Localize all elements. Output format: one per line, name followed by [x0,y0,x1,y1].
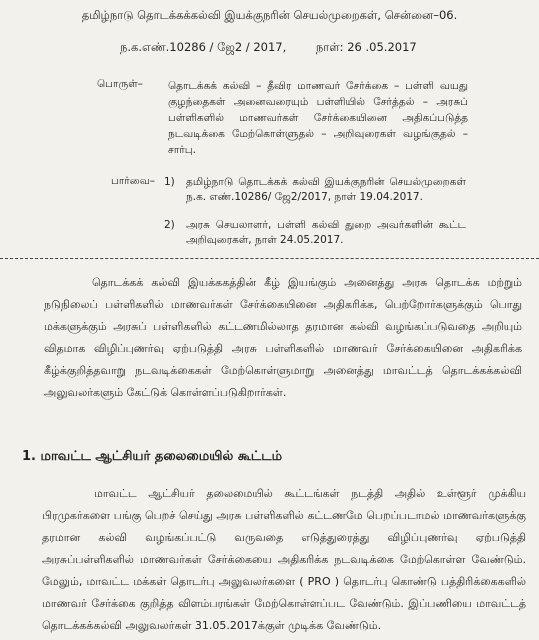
reference-item [164,218,470,248]
subject-label: பொருள்– [97,78,143,90]
reference-item-number: 1) [164,176,175,188]
section-divider [0,258,539,259]
section-heading: 1. மாவட்ட ஆட்சியர் தலைமையில் கூட்டம் [22,449,283,464]
reference-item-number: 2) [164,219,175,231]
reference-item-text: அரசு செயலாளர், பள்ளி கல்வி துறை அவர்களின் கூட்ட அறிவுரைகள், நாள் 24.05.2017. [186,219,466,246]
references-label: பார்வை– [111,175,156,187]
reference-item [164,175,470,205]
reference-line [120,40,417,56]
document-date: நாள்: 26 .05.2017 [315,40,417,54]
reference-number: ந.க.எண்.10286 / ஜே2 / 2017, [120,40,287,54]
body-paragraph: தொடக்கக் கல்வி இயக்ககத்தின் கீழ் இயங்கும் அனைத்து அரசு தொடக்க மற்றும் நடுநிலைப் பள்ளிகளில் மாணவர்கள் சேர்க்கையினை அதிகரிக்க, பெற்றோர்களுக்கும் பொது மக்களுக்கும் அரசுப் பள்ளிகளில் கட்டணமில்லாத தரமான கல்வி வழங்கப்படுவதை அறியும் விதமாக விழிப்புணர்வு ஏற்படுத்தி அரசு பள்ளிகளில் மாணவர் சேர்க்கையினை அதிகரிக்க கீழ்க்குறித்தவாறு நடவடிக்கைகள் மேற்கொள்ளுமாறு அனைத்து மாவட்டத் தொடக்கக்கல்வி அலுவலர்களும் கேட்டுக் கொள்ளப்படுகிறார்கள். [44,276,522,399]
subject-text: தொடக்கக் கல்வி – தீவிர மாணவர் சேர்க்கை – பள்ளி வயது குழந்தைகள் அனைவரையும் பள்ளியில் சேர்த்தல் – அரசுப் பள்ளிகளில் மாணவர்கள் சேர்க்கையினை அதிகப்படுத்த நடவடிக்கை மேற்கொள்ளுதல் – அறிவுரைகள் வழங்குதல் – சார்பு. [168,80,468,156]
document-header-title: தமிழ்நாடு தொடக்கக்கல்வி இயக்குநரின் செயல்முறைகள், சென்னை–06. [81,8,458,22]
reference-item-text: தமிழ்நாடு தொடக்கக் கல்வி இயக்குநரின் செயல்முறைகள் ந.க. எண்.10286/ ஜே2/2017, நாள் 19.04.2017. [186,176,466,203]
section-paragraph: மாவட்ட ஆட்சியர் தலைமையில் கூட்டங்கள் நடத்தி அதில் உள்ளூர் முக்கிய பிரமுகர்களை பங்கு பெறச் செய்து அரசு பள்ளிகளில் கட்டணமே பெறப்படாமல் மாணவர்களுக்கு தரமான கல்வி வழங்கப்பட்டு வருவதை எடுத்துரைத்து விழிப்புணர்வு ஏற்படுத்தி அரசுப்பள்ளிகளில் மாணவர்கள் சேர்க்கையை அதிகரிக்க நடவடிக்கை மேற்கொள்ள வேண்டும். மேலும், மாவட்ட மக்கள் தொடர்பு அலுவலர்களை ( PRO ) தொடர்பு கொண்டு பத்திரிக்கைகளில் மாணவர் சேர்க்கை குறித்த விளம்பரங்கள் மேற்கொள்ளப்பட வேண்டும். இப்பணியை மாவட்டத் தொடக்கக்கல்வி அலுவலர்கள் 31.05.2017க்குள் முடிக்க வேண்டும். [42,487,526,632]
